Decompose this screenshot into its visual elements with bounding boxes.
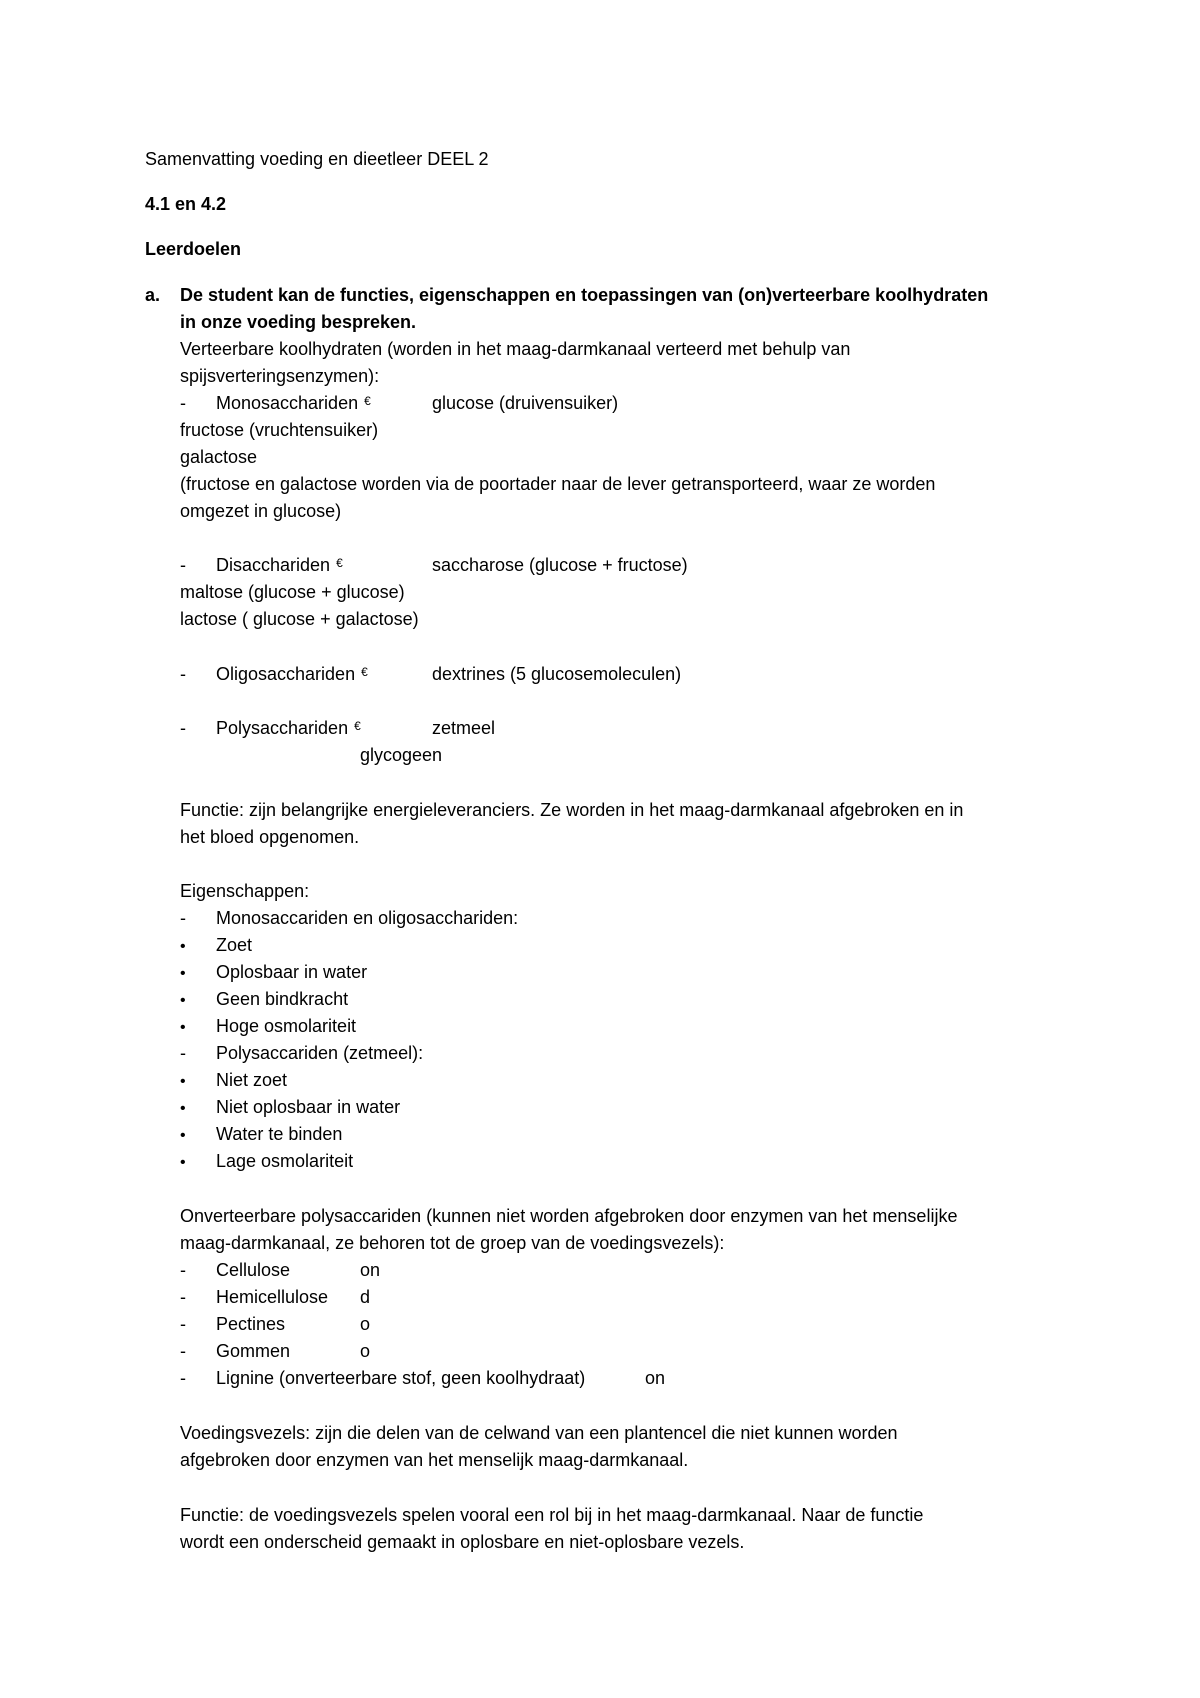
list-item — [180, 1365, 585, 1391]
dash-mark: - — [180, 1341, 186, 1361]
list-item — [180, 1311, 285, 1337]
list-item — [180, 1094, 400, 1122]
list-item-text: Zoet — [216, 935, 253, 955]
voedingsvezels-line2: afgebroken door enzymen van het menselijk maag-darmkanaal. — [180, 1450, 689, 1470]
mono-galactose: galactose — [180, 447, 258, 467]
dash-mark: - — [180, 1314, 186, 1334]
verteerbare-line1: Verteerbare koolhydraten (worden in het maag-darmkanaal verteerd met behulp van — [180, 339, 851, 359]
bullet-icon: • — [180, 1100, 186, 1117]
list-item-text: Niet zoet — [216, 1070, 288, 1090]
list-item-text: Geen bindkracht — [216, 989, 349, 1009]
oligo-dextrines: dextrines (5 glucosemoleculen) — [432, 664, 682, 684]
voedingsvezels-line1: Voedingsvezels: zijn die delen van de celwand van een plantencel die niet kunnen worden — [180, 1423, 898, 1443]
goal-a-marker: a. — [145, 285, 161, 305]
bullet-icon: • — [180, 1154, 186, 1171]
arrow-icon: € — [336, 556, 343, 570]
poly-row — [180, 715, 361, 741]
onv-item-tag: d — [360, 1287, 371, 1307]
list-item — [180, 1257, 290, 1283]
onv-item-tag: on — [360, 1260, 381, 1280]
verteerbare-line2: spijsverteringsenzymen): — [180, 366, 380, 386]
dash-mark: - — [180, 718, 186, 738]
leerdoelen-heading: Leerdoelen — [145, 239, 242, 259]
list-item — [180, 1067, 287, 1095]
eig-group2-label: Polysaccariden (zetmeel): — [216, 1043, 424, 1063]
onv-item-tag: o — [360, 1314, 371, 1334]
list-item — [180, 1013, 356, 1041]
dash-mark: - — [180, 393, 186, 413]
functie2-line2: wordt een onderscheid gemaakt in oplosbare en niet-oplosbare vezels. — [180, 1532, 745, 1552]
mono-note-line1: (fructose en galactose worden via de poortader naar de lever getransporteerd, waar ze worden — [180, 474, 936, 494]
list-item-text: Water te binden — [216, 1124, 343, 1144]
arrow-icon: € — [364, 394, 371, 408]
onv-item-name: Pectines — [216, 1314, 286, 1334]
list-item-text: Hoge osmolariteit — [216, 1016, 357, 1036]
onverteerbare-line1: Onverteerbare polysaccariden (kunnen niet worden afgebroken door enzymen van het menselijke — [180, 1206, 958, 1226]
poly-zetmeel: zetmeel — [432, 718, 496, 738]
di-label: Disacchariden — [216, 555, 331, 575]
arrow-icon: € — [354, 719, 361, 733]
mono-glucose: glucose (druivensuiker) — [432, 393, 619, 413]
di-lactose: lactose ( glucose + galactose) — [180, 609, 419, 629]
dash-mark: - — [180, 1260, 186, 1280]
dash-mark: - — [180, 1368, 186, 1388]
onv-item-name: Hemicellulose — [216, 1287, 329, 1307]
bullet-icon: • — [180, 965, 186, 982]
onv-item-tag: on — [645, 1368, 666, 1388]
list-item — [180, 1338, 290, 1364]
list-item-text: Niet oplosbaar in water — [216, 1097, 401, 1117]
poly-label: Polysacchariden — [216, 718, 349, 738]
bullet-icon: • — [180, 938, 186, 955]
oligo-row — [180, 661, 368, 687]
list-item — [180, 1121, 342, 1149]
functie1-line1: Functie: zijn belangrijke energieleveranciers. Ze worden in het maag-darmkanaal afgebroken en in — [180, 800, 964, 820]
mono-fructose: fructose (vruchtensuiker) — [180, 420, 379, 440]
list-item-text: Lage osmolariteit — [216, 1151, 354, 1171]
onv-item-tag: o — [360, 1341, 371, 1361]
onv-item-name: Lignine (onverteerbare stof, geen koolhydraat) — [216, 1368, 586, 1388]
eigenschappen-heading: Eigenschappen: — [180, 881, 310, 901]
dash-mark: - — [180, 1043, 186, 1063]
dash-mark: - — [180, 664, 186, 684]
goal-a-line1: De student kan de functies, eigenschappen en toepassingen van (on)verteerbare koolhydraten — [180, 285, 989, 305]
di-saccharose: saccharose (glucose + fructose) — [432, 555, 688, 575]
section-heading: 4.1 en 4.2 — [145, 194, 227, 214]
goal-a-line2: in onze voeding bespreken. — [180, 312, 417, 332]
mono-label: Monosacchariden — [216, 393, 359, 413]
arrow-icon: € — [361, 665, 368, 679]
document-title: Samenvatting voeding en dieetleer DEEL 2 — [145, 149, 489, 169]
eig-group1-label: Monosaccariden en oligosacchariden: — [216, 908, 519, 928]
functie1-line2: het bloed opgenomen. — [180, 827, 360, 847]
bullet-icon: • — [180, 1019, 186, 1036]
list-item — [180, 1148, 353, 1176]
mono-note-line2: omgezet in glucose) — [180, 501, 342, 521]
list-item — [180, 986, 348, 1014]
bullet-icon: • — [180, 1073, 186, 1090]
list-item-text: Oplosbaar in water — [216, 962, 368, 982]
dash-mark: - — [180, 1287, 186, 1307]
dash-mark: - — [180, 555, 186, 575]
oligo-label: Oligosacchariden — [216, 664, 356, 684]
dash-mark: - — [180, 908, 186, 928]
functie2-line1: Functie: de voedingsvezels spelen vooral een rol bij in het maag-darmkanaal. Naar de functie — [180, 1505, 924, 1525]
onverteerbare-line2: maag-darmkanaal, ze behoren tot de groep van de voedingsvezels): — [180, 1233, 725, 1253]
di-row — [180, 552, 343, 578]
di-maltose: maltose (glucose + glucose) — [180, 582, 405, 602]
list-item — [180, 932, 252, 960]
onv-item-name: Cellulose — [216, 1260, 291, 1280]
eig-group2-row — [180, 1040, 423, 1066]
eig-group1-row — [180, 905, 518, 931]
list-item — [180, 1284, 328, 1310]
poly-glycogeen: glycogeen — [360, 745, 443, 765]
onv-item-name: Gommen — [216, 1341, 291, 1361]
list-item — [180, 959, 367, 987]
mono-row — [180, 390, 371, 416]
bullet-icon: • — [180, 1127, 186, 1144]
bullet-icon: • — [180, 992, 186, 1009]
